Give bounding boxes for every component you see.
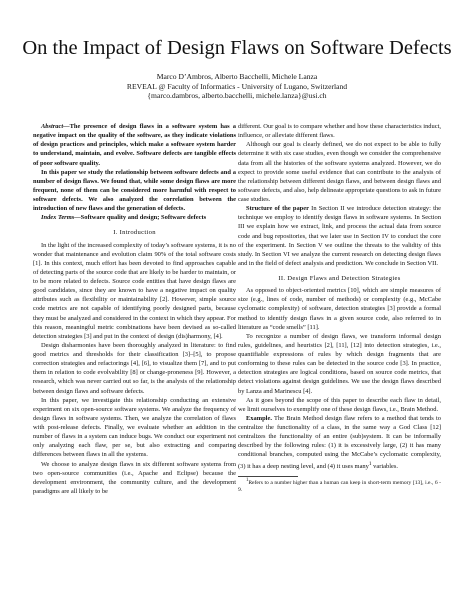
abstract-label: Abstract— bbox=[41, 123, 70, 130]
structure-label: Structure of the paper bbox=[246, 205, 309, 213]
author-emails: {marco.dambros, alberto.bacchelli, michele.lanza}@usi.ch bbox=[147, 91, 327, 101]
abstract-paragraph-2: In this paper we study the relationship between software defects and a number of design flaws. We found that, while some design flaws are more frequent, none of them can be considered more harmful with respect to software defects. We also analyzed the correlation between the introduction of new flaws and the generation of defects. bbox=[33, 168, 236, 213]
index-terms bbox=[33, 213, 236, 222]
author-block bbox=[0, 72, 474, 101]
footnote-marker: 1 bbox=[368, 460, 372, 467]
intro-paragraph-2: Design disharmonies have been thoroughly analyzed in literature: to find good metrics and thresholds for their classification [3]–[5], to propose correction strategies and refactorings [4], [6], to visualize them [7], and to put them in relation to code evolvability [8] or change-proneness [9]. However, a research, which was never carried out so far, is the analysis of the relationship between design flaws and software defects. bbox=[33, 341, 236, 395]
right-column bbox=[238, 122, 441, 494]
structure-paragraph bbox=[238, 204, 441, 268]
example-label: Example. bbox=[246, 414, 272, 422]
structure-text: In Section II we introduce detection strategy: the technique we employ to identify design flaws in software systems. In Section III we explain how we extract, link, and process the actual data from source code and bug repositories, that we later use in Section IV to conduct the core of the experiment. In Section V we outline the threats to the validity of this study. In Section VI we analyze the current research on detecting design flaws and in the field of defect analysis and prediction. We conclude in Section VII. bbox=[238, 205, 441, 267]
index-terms-label: Index Terms— bbox=[41, 214, 81, 222]
footnote-text: Refers to a number higher than a human can keep in short-term memory [13], i.e., 6 - 9. bbox=[238, 479, 441, 493]
example-text: The Brain Method design flaw refers to a method that tends to centralize the functionality of a class, in the same way a God Class [12] centralizes the functionality of an entire (sub)system. It can be informally described by the following rules: (1) it is excessively large, (2) it has many conditional branches, computed using the McCabe’s cyclomatic complexity, (3) it has a deep nesting level, and (4) it uses many bbox=[238, 414, 441, 470]
example-paragraph bbox=[238, 414, 441, 471]
intro-paragraph-3: In this paper, we investigate this relationship conducting an extensive experiment on six open-source software systems. We analyze the frequency of design flaws in software systems. Then, we analyze the correlation of flaws with post-release defects. Finally, we evaluate whether an addition in the number of flaws in a system can induce bugs. We conduct our experiment not only analyzing each flaw, per se, but also extracting and comparing differences between flaws in all the systems. bbox=[33, 396, 236, 459]
intro-paragraph-1: In the light of the increased complexity of today’s software systems, it is no wonder that maintenance and evolution claim 90% of the total software costs [1]. In this context, much effort has been devoted to find approaches capable of detecting parts of the source code that are likely to be harder to maintain, or to be more related to defects. Source code entities that have design flaws are good candidates, since they are known to have a negative impact on quality attributes such as flexibility or maintainability [2]. However, simple source code metrics are not capable of identifying poorly designed parts, because they must be analyzed and considered in the context in which they appear. For this reason, meaningful metric combinations have been devised as so-called detection strategies [3] and put in the context of design (dis)harmony, [4]. bbox=[33, 241, 236, 340]
intro-paragraph-4: We choose to analyze design flaws in six different software systems from two open-source communities (i.e., Apache and Eclipse) because the development environment, the community culture, and the development paradigms are all likely to be bbox=[33, 460, 236, 495]
example-text-end: variables. bbox=[371, 462, 399, 470]
footnote-number: 1 bbox=[246, 477, 249, 483]
abstract-text-1: The presence of design flaws in a software system has a negative impact on the quality of the software, as they indicate violations of design practices and principles, which make a software system harder to understand, maintain, and evolve. Software defects are tangible effects of poor software quality. bbox=[33, 123, 236, 167]
index-terms-text: Software quality and design; Software defects bbox=[80, 214, 207, 222]
right-paragraph-2: Although our goal is clearly defined, we do not expect to be able to fully determine it with six case studies, even though we consider the comprehensive data from all the histories of the software systems analyzed. However, we do expect to provide some useful evidence that can contribute to the analysis of the relationship between different design flaws, and between design flaws and software defects, and also, help delineate appropriate questions to ask in future case studies. bbox=[238, 141, 441, 203]
author-names: Marco D’Ambros, Alberto Bacchelli, Michele Lanza bbox=[156, 72, 318, 81]
section-heading-introduction: I. Introduction bbox=[113, 229, 156, 237]
abstract-paragraph-1 bbox=[33, 122, 236, 168]
author-affiliation: REVEAL @ Faculty of Informatics - University of Lugano, Switzerland bbox=[126, 81, 348, 91]
right-paragraph-1: different. Our goal is to compare whether and how these characteristics induct, influence, or alleviate different flaws. bbox=[238, 123, 441, 140]
section2-paragraph-2: To recognize a number of design flaws, we transform informal design rules, guidelines, and heuristics [2], [11], [12] into detection strategies, i.e., quantifiable expressions of rules by which design fragments that are conforming to these rules can be detected in the source code [3]. In practice, detection strategies are logical conditions, based on source code metrics, that detect violations against design guidelines. We use the design flaws described by Lanza and Marinescu [4]. bbox=[238, 332, 441, 395]
section2-paragraph-1: As opposed to object-oriented metrics [10], which are simple measures of size (e.g., lines of code, number of methods) or complexity (e.g., McCabe cyclomatic complexity) of software, detection strategies [3] provide a formal method to identify design flaws in a given source code, also referred to in literature as “code smells” [11]. bbox=[238, 287, 441, 331]
section-heading-design-flaws: II. Design Flaws and Detection Strategies bbox=[278, 275, 401, 282]
section2-paragraph-3: As it goes beyond the scope of this paper to describe each flaw in detail, we limit ourselves to exemplify one of these design flaws, i.e., Brain Method. bbox=[238, 396, 441, 413]
left-column bbox=[33, 122, 236, 496]
footnote bbox=[238, 477, 441, 494]
paper-title: On the Impact of Design Flaws on Software Defects bbox=[22, 37, 452, 59]
